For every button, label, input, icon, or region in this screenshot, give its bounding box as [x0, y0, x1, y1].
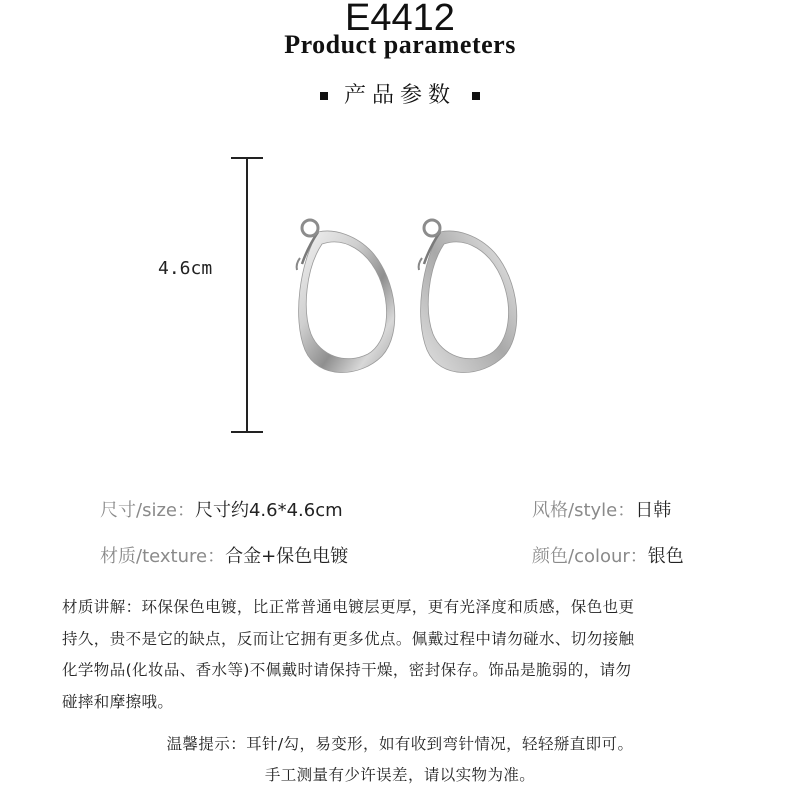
warm-tip: 温馨提示：耳针/勾，易变形，如有收到弯针情况，轻轻掰直即可。 [166, 735, 634, 753]
spec-colour-value: 银色 [647, 546, 684, 567]
product-parameters-title: Product parameters [284, 30, 516, 59]
measurement-bar [231, 158, 263, 432]
title-cn-text: 产品参数 [343, 83, 456, 108]
measurement-error-note: 手工测量有少许误差，请以实物为准。 [264, 766, 536, 784]
spec-size-value: 尺寸约4.6*4.6cm [194, 500, 343, 521]
spec-size [100, 496, 343, 522]
spec-style [532, 496, 671, 522]
product-code: E4412 [345, 0, 455, 39]
description-line: 碰摔和摩擦哦。 [62, 692, 174, 711]
hoop-earring-right [419, 220, 517, 373]
spec-texture [100, 542, 348, 568]
spec-size-label: 尺寸/size： [100, 500, 195, 521]
measurement-label: 4.6cm [158, 258, 213, 279]
description-line: 材质讲解：环保保色电镀，比正常普通电镀层更厚，更有光泽度和质感，保色也更 [62, 598, 635, 616]
description-line: 化学物品(化妆品、香水等)不佩戴时请保持干燥，密封保存。饰品是脆弱的，请勿 [62, 661, 632, 679]
spec-style-value: 日韩 [635, 500, 672, 521]
spec-texture-value: 合金+保色电镀 [225, 546, 349, 567]
hoop-earring-left [297, 220, 395, 373]
description-line: 持久，贵不是它的缺点，反而让它拥有更多优点。佩戴过程中请勿碰水、切勿接触 [62, 629, 635, 648]
spec-style-label: 风格/style： [532, 500, 636, 521]
material-description [62, 592, 752, 718]
spec-colour [532, 542, 684, 568]
spec-texture-label: 材质/texture： [100, 546, 226, 567]
spec-colour-label: 颜色/colour： [532, 546, 648, 567]
